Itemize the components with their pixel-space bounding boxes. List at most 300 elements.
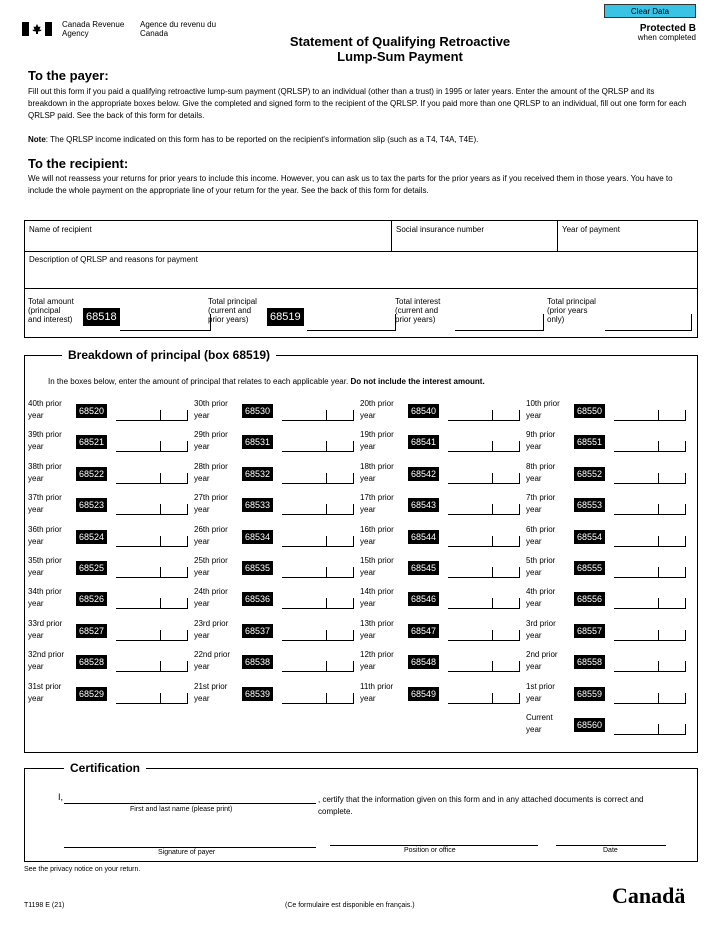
box-code: 68538 <box>242 655 273 669</box>
breakdown-label-line1: 35th prior <box>28 556 62 565</box>
breakdown-cell-68521 <box>28 429 193 457</box>
breakdown-cell-68530 <box>194 398 359 426</box>
box-code: 68553 <box>574 498 605 512</box>
breakdown-label-line2: year <box>360 599 376 609</box>
total-principal-l3: prior years) <box>208 315 249 324</box>
breakdown-label-line1: 22nd prior <box>194 650 231 660</box>
box-code: 68539 <box>242 687 273 701</box>
year-label: Year of payment <box>562 225 620 234</box>
breakdown-label-line1: 40th prior <box>28 399 62 408</box>
breakdown-label <box>526 681 571 705</box>
breakdown-cell-68534 <box>194 524 359 552</box>
cert-name-caption: First and last name (please print) <box>130 806 233 813</box>
breakdown-label-line1: 13th prior <box>360 618 394 628</box>
breakdown-label-line2: year <box>194 442 210 452</box>
french-note: (Ce formulaire est disponible en français.) <box>285 902 415 909</box>
amount-input[interactable] <box>116 406 188 421</box>
breakdown-cell-68528 <box>28 649 193 677</box>
total-principal-l1: Total principal <box>208 297 257 306</box>
box-code: 68550 <box>574 404 605 418</box>
box-code: 68531 <box>242 435 273 449</box>
breakdown-label <box>194 461 239 485</box>
box-code: 68524 <box>76 530 107 544</box>
total-prior-l1: Total principal <box>547 297 596 306</box>
breakdown-label-line2: year <box>28 630 44 640</box>
breakdown-label <box>194 555 239 579</box>
amount-input[interactable] <box>448 563 520 578</box>
total-prior-label <box>547 297 596 324</box>
total-interest-label <box>395 297 440 324</box>
breakdown-cell-68538 <box>194 649 359 677</box>
breakdown-label <box>526 555 571 579</box>
breakdown-label <box>526 586 571 610</box>
total-prior-l2: (prior years <box>547 306 588 315</box>
total-amount-l2: (principal <box>28 306 61 315</box>
breakdown-label-line2: year <box>194 473 210 483</box>
amount-input[interactable] <box>448 500 520 515</box>
breakdown-label-line2: year <box>28 442 44 452</box>
breakdown-label <box>194 586 239 610</box>
canada-flag-icon <box>22 22 52 36</box>
breakdown-label-line2: year <box>360 473 376 483</box>
breakdown-label-line2: year <box>194 599 210 609</box>
breakdown-label <box>194 649 239 673</box>
breakdown-label <box>360 524 405 548</box>
breakdown-label <box>194 492 239 516</box>
box-code: 68542 <box>408 467 439 481</box>
breakdown-label-line1: 7th prior <box>526 493 556 503</box>
breakdown-cell-68542 <box>360 461 525 489</box>
code-68518: 68518 <box>83 308 120 326</box>
total-prior-input[interactable] <box>605 314 692 331</box>
breakdown-label-line2: year <box>360 442 376 452</box>
clear-data-button[interactable]: Clear Data <box>604 4 696 18</box>
breakdown-label-line1: 1st prior <box>526 681 555 691</box>
cert-statement: , certify that the information given on this form and in any attached documents is correct and complete. <box>318 795 644 816</box>
breakdown-cell-68553 <box>526 492 691 520</box>
breakdown-label-line2: year <box>360 693 376 703</box>
total-interest-l3: prior years) <box>395 315 436 324</box>
breakdown-cell-68554 <box>526 524 691 552</box>
amount-input[interactable] <box>116 626 188 641</box>
breakdown-label-line2: year <box>28 505 44 515</box>
breakdown-cell-68546 <box>360 586 525 614</box>
amount-input[interactable] <box>614 469 686 484</box>
breakdown-label-line2: year <box>360 536 376 546</box>
breakdown-label-line1: 3rd prior <box>526 618 556 628</box>
amount-input[interactable] <box>448 469 520 484</box>
amount-input[interactable] <box>614 594 686 609</box>
breakdown-label <box>526 398 571 422</box>
breakdown-label-line1: 34th prior <box>28 587 62 597</box>
breakdown-cell-68550 <box>526 398 691 426</box>
box-code: 68527 <box>76 624 107 638</box>
breakdown-cell-68545 <box>360 555 525 583</box>
signature-input[interactable] <box>64 846 316 848</box>
breakdown-label-line2: year <box>360 505 376 515</box>
total-principal-label <box>208 297 257 324</box>
breakdown-label-line1: 2nd prior <box>526 650 558 660</box>
box-code: 68559 <box>574 687 605 701</box>
cert-i: I, <box>58 792 64 802</box>
amount-input[interactable] <box>282 626 354 641</box>
breakdown-label-line2: year <box>194 411 210 420</box>
breakdown-label-line2: year <box>360 630 376 640</box>
breakdown-cell-68551 <box>526 429 691 457</box>
box-code: 68528 <box>76 655 107 669</box>
breakdown-label-line1: 33rd prior <box>28 618 63 628</box>
box-code: 68543 <box>408 498 439 512</box>
breakdown-label-line2: year <box>28 693 44 703</box>
breakdown-label <box>194 618 239 642</box>
breakdown-label <box>360 429 405 453</box>
total-prior-l3: only) <box>547 315 565 324</box>
name-of-recipient-field[interactable] <box>25 221 392 252</box>
title-line2: Lump-Sum Payment <box>337 49 463 64</box>
amount-input[interactable] <box>282 437 354 452</box>
breakdown-cell-68544 <box>360 524 525 552</box>
box-code: 68533 <box>242 498 273 512</box>
amount-input[interactable] <box>614 406 686 421</box>
breakdown-cell-68555 <box>526 555 691 583</box>
breakdown-cell-68559 <box>526 681 691 709</box>
breakdown-label-line1: 24th prior <box>194 587 228 597</box>
amount-input[interactable] <box>448 626 520 641</box>
amount-input[interactable] <box>282 594 354 609</box>
breakdown-label-line1: 32nd prior <box>28 650 65 660</box>
box-code: 68523 <box>76 498 107 512</box>
breakdown-cell-68539 <box>194 681 359 709</box>
amount-input[interactable] <box>282 406 354 421</box>
box-code: 68534 <box>242 530 273 544</box>
breakdown-label <box>194 524 239 548</box>
box-code: 68557 <box>574 624 605 638</box>
amount-input[interactable] <box>614 689 686 704</box>
amount-input[interactable] <box>116 469 188 484</box>
breakdown-label-line2: year <box>526 411 542 420</box>
amount-input[interactable] <box>116 532 188 547</box>
breakdown-label <box>526 461 571 485</box>
breakdown-label-line2: year <box>526 473 542 483</box>
breakdown-label-line1: 38th prior <box>28 461 62 471</box>
amount-input[interactable] <box>614 720 686 735</box>
box-code: 68526 <box>76 592 107 606</box>
breakdown-label <box>526 649 571 673</box>
box-code: 68522 <box>76 467 107 481</box>
breakdown-label-line2: year <box>360 568 376 577</box>
breakdown-label-line2: year <box>194 505 210 515</box>
amount-input[interactable] <box>116 437 188 452</box>
box-code: 68547 <box>408 624 439 638</box>
position-input[interactable] <box>330 844 538 846</box>
breakdown-label-line2: year <box>526 536 542 546</box>
desc-label: Description of QRLSP and reasons for payment <box>29 255 198 264</box>
recipient-heading: To the recipient: <box>28 156 129 171</box>
box-code: 68544 <box>408 530 439 544</box>
box-code: 68541 <box>408 435 439 449</box>
breakdown-cell-68536 <box>194 586 359 614</box>
year-of-payment-field[interactable] <box>558 221 697 252</box>
breakdown-label-line1: 37th prior <box>28 493 62 503</box>
position-caption: Position or office <box>404 847 456 854</box>
breakdown-label-line2: year <box>28 599 44 609</box>
agency-name-fr: Agence du revenu du Canada <box>140 20 217 38</box>
breakdown-label <box>194 681 239 705</box>
breakdown-label <box>28 524 73 548</box>
breakdown-label-line2: year <box>28 568 44 577</box>
breakdown-label-line1: 18th prior <box>360 461 394 471</box>
breakdown-label <box>526 712 571 736</box>
agency-name-en: Canada Revenue Agency <box>62 20 125 38</box>
sin-field[interactable] <box>392 221 558 252</box>
box-code: 68520 <box>76 404 107 418</box>
amount-input[interactable] <box>448 406 520 421</box>
breakdown-label-line1: 36th prior <box>28 524 62 534</box>
box-code: 68556 <box>574 592 605 606</box>
total-interest-l1: Total interest <box>395 297 441 306</box>
privacy-notice: See the privacy notice on your return. <box>24 866 141 873</box>
total-amount-l1: Total amount <box>28 297 74 306</box>
amount-input[interactable] <box>614 563 686 578</box>
amount-input[interactable] <box>116 657 188 672</box>
certification-legend: Certification <box>64 761 146 775</box>
total-principal-input[interactable] <box>307 314 396 331</box>
breakdown-label-line1: 15th prior <box>360 556 394 565</box>
amount-input[interactable] <box>282 689 354 704</box>
breakdown-label-line2: year <box>526 442 542 452</box>
recipient-info-box <box>24 220 698 338</box>
total-principal-l2: (current and <box>208 306 252 315</box>
amount-input[interactable] <box>448 689 520 704</box>
breakdown-label-line1: 4th prior <box>526 587 556 597</box>
recipient-text: We will not reassess your returns for prior years to include this income. However, you can ask us to tax the parts for the prior years as if you received them in those years. You have to include the whole payment on the appropriate line of your return for the year. See the back of this form for details. <box>28 174 673 195</box>
breakdown-cell-68557 <box>526 618 691 646</box>
breakdown-label <box>28 555 73 579</box>
amount-input[interactable] <box>116 563 188 578</box>
breakdown-label <box>28 649 73 673</box>
breakdown-legend: Breakdown of principal (box 68519) <box>62 348 276 362</box>
breakdown-cell-68558 <box>526 649 691 677</box>
amount-input[interactable] <box>282 532 354 547</box>
box-code: 68540 <box>408 404 439 418</box>
breakdown-label-line2: year <box>194 662 210 672</box>
breakdown-cell-68549 <box>360 681 525 709</box>
breakdown-label-line2: year <box>526 662 542 672</box>
breakdown-label-line1: 21st prior <box>194 681 228 691</box>
box-code: 68530 <box>242 404 273 418</box>
breakdown-cell-68535 <box>194 555 359 583</box>
breakdown-cell-68548 <box>360 649 525 677</box>
breakdown-label <box>360 492 405 516</box>
breakdown-label-line2: year <box>526 630 542 640</box>
amount-input[interactable] <box>282 657 354 672</box>
code-68519: 68519 <box>267 308 304 326</box>
breakdown-label <box>360 618 405 642</box>
amount-input[interactable] <box>448 657 520 672</box>
breakdown-label-line1: 6th prior <box>526 524 556 534</box>
breakdown-cell-68522 <box>28 461 193 489</box>
breakdown-label <box>360 398 405 422</box>
breakdown-label <box>526 524 571 548</box>
breakdown-label-line1: 14th prior <box>360 587 394 597</box>
total-amount-label <box>28 297 74 324</box>
breakdown-label-line1: 5th prior <box>526 556 556 565</box>
breakdown-cell-68552 <box>526 461 691 489</box>
signature-caption: Signature of payer <box>158 849 216 856</box>
breakdown-label-line1: 12th prior <box>360 650 394 660</box>
note-text: : The QRLSP income indicated on this form has to be reported on the recipient's information slip (such as a T4, T4A, T4E). <box>45 135 479 144</box>
breakdown-label-line1: 25th prior <box>194 556 228 565</box>
amount-input[interactable] <box>614 437 686 452</box>
breakdown-label <box>360 649 405 673</box>
date-input[interactable] <box>556 844 666 846</box>
breakdown-label-line1: 30th prior <box>194 399 228 408</box>
breakdown-label-line2: year <box>360 411 376 420</box>
breakdown-label-line1: 9th prior <box>526 430 556 440</box>
breakdown-label <box>526 618 571 642</box>
breakdown-label-line1: 19th prior <box>360 430 394 440</box>
breakdown-label-line2: year <box>526 505 542 515</box>
total-interest-l2: (current and <box>395 306 439 315</box>
box-code: 68548 <box>408 655 439 669</box>
breakdown-cell-68540 <box>360 398 525 426</box>
breakdown-label <box>360 586 405 610</box>
payer-note <box>28 134 688 146</box>
sin-label: Social insurance number <box>396 225 485 234</box>
amount-input[interactable] <box>116 689 188 704</box>
breakdown-label-line1: 26th prior <box>194 524 228 534</box>
breakdown-label <box>28 461 73 485</box>
box-code: 68532 <box>242 467 273 481</box>
box-code: 68545 <box>408 561 439 575</box>
canada-wordmark: Canadä <box>612 883 686 908</box>
payer-text: Fill out this form if you paid a qualifying retroactive lump-sum payment (QRLSP) to an individual (other than a trust) in 1995 or later years. Enter the amount of the QRLSP and its breakdown in the appropriate boxes below. Give the completed and signed form to the recipient of the QRLSP. If you paid more than one QRLSP to an individual, fill out one form for each QRLSP paid. See the back of this form for details. <box>28 87 687 120</box>
breakdown-label <box>526 429 571 453</box>
breakdown-label-line2: year <box>526 693 542 703</box>
box-code: 68549 <box>408 687 439 701</box>
protected-note: when completed <box>637 33 696 42</box>
amount-input[interactable] <box>448 437 520 452</box>
box-code: 68558 <box>574 655 605 669</box>
amount-input[interactable] <box>282 563 354 578</box>
breakdown-label-line2: year <box>28 411 44 420</box>
breakdown-cell-68531 <box>194 429 359 457</box>
breakdown-cell-68560 <box>526 712 691 740</box>
breakdown-cell-68523 <box>28 492 193 520</box>
form-code: T1198 E (21) <box>24 902 65 909</box>
breakdown-cell-68537 <box>194 618 359 646</box>
breakdown-cell-68520 <box>28 398 193 426</box>
breakdown-label <box>28 492 73 516</box>
total-interest-input[interactable] <box>455 314 544 331</box>
cert-name-input[interactable] <box>64 802 316 804</box>
amount-input[interactable] <box>116 500 188 515</box>
breakdown-instruction <box>48 377 485 386</box>
breakdown-cell-68541 <box>360 429 525 457</box>
breakdown-label <box>28 618 73 642</box>
breakdown-label <box>360 461 405 485</box>
breakdown-label <box>194 398 239 422</box>
breakdown-label <box>28 429 73 453</box>
breakdown-label-line2: year <box>28 662 44 672</box>
breakdown-label <box>526 492 571 516</box>
date-caption: Date <box>603 847 618 854</box>
description-field[interactable] <box>25 252 697 289</box>
title-line1: Statement of Qualifying Retroactive <box>289 34 511 49</box>
breakdown-label-line1: 17th prior <box>360 493 394 503</box>
amount-input[interactable] <box>614 500 686 515</box>
breakdown-label <box>28 398 73 422</box>
instruction-text: In the boxes below, enter the amount of principal that relates to each applicable year. <box>48 377 349 386</box>
breakdown-cell-68533 <box>194 492 359 520</box>
amount-input[interactable] <box>282 500 354 515</box>
breakdown-label-line2: year <box>526 568 542 577</box>
breakdown-label-line1: 39th prior <box>28 430 62 440</box>
box-code: 68554 <box>574 530 605 544</box>
breakdown-label-line2: year <box>526 725 542 734</box>
breakdown-label-line2: year <box>194 693 210 703</box>
box-code: 68551 <box>574 435 605 449</box>
breakdown-label-line2: year <box>194 568 210 577</box>
breakdown-cell-68529 <box>28 681 193 709</box>
payer-heading: To the payer: <box>28 68 109 83</box>
breakdown-label <box>194 429 239 453</box>
breakdown-label-line2: year <box>526 599 542 609</box>
breakdown-label-line1: 11th prior <box>360 681 394 691</box>
breakdown-label-line2: year <box>28 536 44 546</box>
box-code: 68546 <box>408 592 439 606</box>
note-label: Note <box>28 135 46 144</box>
breakdown-label-line1: 20th prior <box>360 399 394 408</box>
breakdown-label-line1: 16th prior <box>360 524 394 534</box>
amount-input[interactable] <box>116 594 188 609</box>
breakdown-label-line2: year <box>28 473 44 483</box>
breakdown-label-line1: 27th prior <box>194 493 228 503</box>
breakdown-cell-68525 <box>28 555 193 583</box>
box-code: 68560 <box>574 718 605 732</box>
instruction-bold: Do not include the interest amount. <box>350 377 485 386</box>
breakdown-cell-68524 <box>28 524 193 552</box>
amount-input[interactable] <box>614 626 686 641</box>
amount-input[interactable] <box>614 657 686 672</box>
amount-input[interactable] <box>282 469 354 484</box>
breakdown-label <box>28 681 73 705</box>
box-code: 68525 <box>76 561 107 575</box>
amount-input[interactable] <box>448 594 520 609</box>
breakdown-label-line1: 10th prior <box>526 399 560 408</box>
breakdown-label-line1: 8th prior <box>526 461 556 471</box>
total-amount-input[interactable] <box>120 314 211 331</box>
breakdown-label-line1: 28th prior <box>194 461 228 471</box>
breakdown-cell-68526 <box>28 586 193 614</box>
total-amount-l3: and interest) <box>28 315 73 324</box>
box-code: 68536 <box>242 592 273 606</box>
amount-input[interactable] <box>448 532 520 547</box>
name-label: Name of recipient <box>29 225 92 234</box>
breakdown-cell-68527 <box>28 618 193 646</box>
amount-input[interactable] <box>614 532 686 547</box>
breakdown-label-line2: year <box>194 536 210 546</box>
breakdown-label <box>28 586 73 610</box>
box-code: 68555 <box>574 561 605 575</box>
breakdown-cell-68543 <box>360 492 525 520</box>
breakdown-cell-68547 <box>360 618 525 646</box>
breakdown-label-line2: year <box>360 662 376 672</box>
breakdown-cell-68532 <box>194 461 359 489</box>
breakdown-label <box>360 681 405 705</box>
breakdown-cell-68556 <box>526 586 691 614</box>
box-code: 68552 <box>574 467 605 481</box>
